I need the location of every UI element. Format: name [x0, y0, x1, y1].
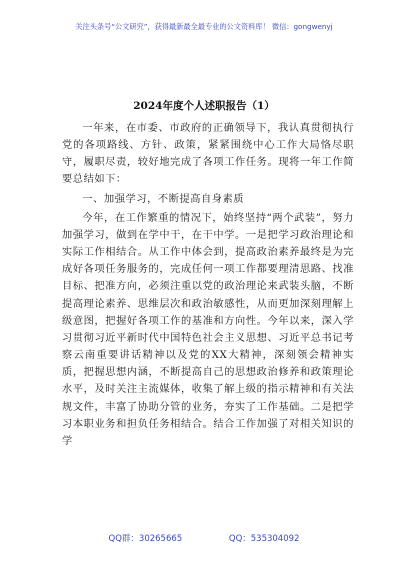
footer-qq-group: QQ群：30265665: [108, 534, 183, 544]
document-title: 2024年度个人述职报告（1）: [133, 100, 275, 112]
header-banner: 关注头条号“公文研究”，获得最新最全最专业的公文资料库！ 微信：gongwenyj: [75, 22, 333, 31]
footer-contact: [0, 532, 408, 544]
intro-paragraph: 一年来，在市委、市政府的正确领导下，我认真贯彻执行党的各项路线、方针、政策，紧紧围绕中心工作大局恪尽职守，履职尽责，较好地完成了各项工作任务。现将一年工作简要总结如下：: [62, 123, 354, 186]
body-paragraph: 今年，在工作繁重的情况下，始终坚持“两个武装”，努力加强学习，做到在学中干，在干中学。一是把学习政治理论和实际工作相结合。从工作中体会到，提高政治素养最终是为完成好各项任务服务的，完成任何一项工作都要理清思路、找准目标、把准方向，必须注重以党的政治理论来武装头脑，不断提高理论素养、思维层次和政治敏感性，从而更加深刻理解上级意图，把握好各项工作的基准和方向性。今年以来，深入学习贯彻习近平新时代中国特色社会主义思想、习近平总书记考察云南重要讲话精神以及党的XX大精神，深刻领会精神实质，把握思想内涵，不断提高自己的思想政治修养和政策理论水平，及时关注主流媒体，收集了解上级的指示精神和有关法规文件，丰富了协助分管的业务，夯实了工作基础。二是把学习本职业务和担负任务相结合。结合工作加强了对相关知识的学: [62, 212, 354, 447]
document-body: [62, 120, 354, 450]
footer-qq-number: QQ：535304092: [228, 534, 300, 544]
section-heading: 一、加强学习，不断提高自身素质: [82, 193, 245, 205]
